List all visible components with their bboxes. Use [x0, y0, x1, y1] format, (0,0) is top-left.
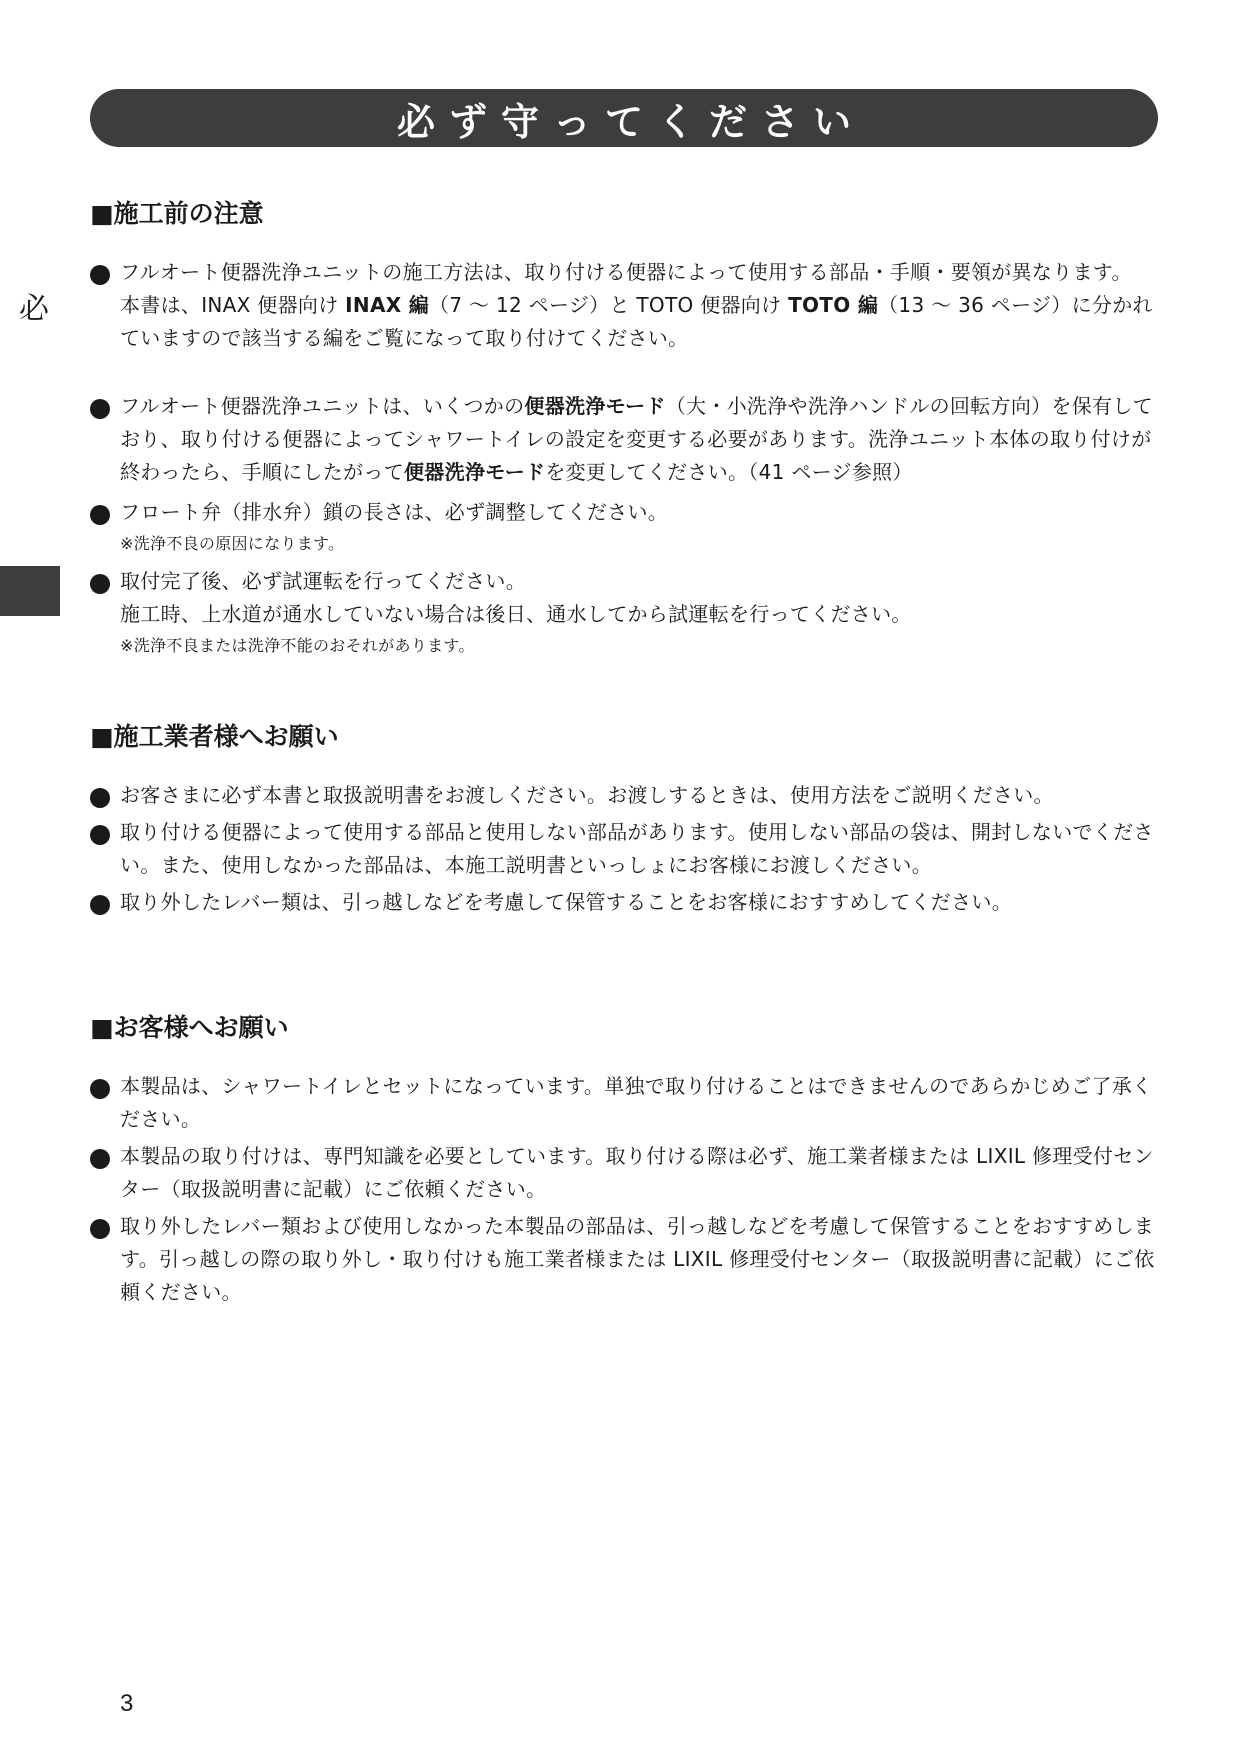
item-text: （7 ～ 12 ページ）と TOTO 便器向け	[429, 293, 789, 317]
section-customers	[90, 1011, 1160, 1304]
item-note: ※洗浄不良または洗浄不能のおそれがあります。	[120, 636, 475, 655]
item-text: 本書は、INAX 便器向け	[120, 293, 346, 317]
bullet-icon	[90, 399, 110, 419]
item-text: フルオート便器洗浄ユニットは、いくつかの	[120, 394, 525, 418]
page-number: 3	[120, 1690, 134, 1717]
section-heading: ■施工前の注意	[90, 199, 264, 228]
bullet-icon	[90, 1149, 110, 1169]
section-pre-construction	[90, 197, 1160, 655]
item-text: 取り外したレバー類は、引っ越しなどを考慮して保管することをお客様におすすめしてください。	[120, 890, 1012, 914]
section-installers	[90, 720, 1160, 914]
item-text: 本製品の取り付けは、専門知識を必要としています。取り付ける際は必ず、施工業者様または LIXIL 修理受付センター（取扱説明書に記載）にご依頼ください。	[120, 1144, 1154, 1201]
item-text: 取付完了後、必ず試運転を行ってください。	[120, 569, 526, 593]
bullet-icon	[90, 788, 110, 808]
bullet-icon	[90, 1079, 110, 1099]
item-text: 施工時、上水道が通水していない場合は後日、通水してから試運転を行ってください。	[120, 602, 912, 626]
bullet-icon	[90, 574, 110, 594]
side-tab-label: 必	[13, 292, 48, 325]
item-text: フロート弁（排水弁）鎖の長さは、必ず調整してください。	[120, 500, 669, 524]
side-tab-marker	[0, 566, 60, 616]
item-text-bold: 便器洗浄モード	[404, 460, 546, 484]
item-text-bold: 便器洗浄モード	[524, 394, 666, 418]
bullet-icon	[90, 265, 110, 285]
item-note: ※洗浄不良の原因になります。	[120, 534, 345, 553]
item-text: を変更してください。（41 ページ参照）	[545, 460, 913, 484]
page-title: 必ず守ってください	[396, 99, 865, 144]
item-text: （13 ～ 36 ページ）に分かれていますので該当する編をご覧になって取り付けてください。	[120, 293, 1153, 350]
section-heading: ■施工業者様へお願い	[90, 722, 339, 751]
bullet-icon	[90, 895, 110, 915]
item-text: お客さまに必ず本書と取扱説明書をお渡しください。お渡しするときは、使用方法をご説明ください。	[120, 783, 1054, 807]
bullet-icon	[90, 825, 110, 845]
page-banner	[90, 89, 1158, 147]
item-text-bold: TOTO 編	[788, 293, 879, 317]
item-text-bold: INAX 編	[345, 293, 430, 317]
section-heading: ■お客様へお願い	[90, 1013, 289, 1042]
item-text: フルオート便器洗浄ユニットの施工方法は、取り付ける便器によって使用する部品・手順・要領が異なります。	[120, 260, 1132, 284]
bullet-icon	[90, 1219, 110, 1239]
item-text: 取り付ける便器によって使用する部品と使用しない部品があります。使用しない部品の袋は、開封しないでください。また、使用しなかった部品は、本施工説明書といっしょにお客様にお渡しください。	[120, 820, 1154, 877]
item-text: 取り外したレバー類および使用しなかった本製品の部品は、引っ越しなどを考慮して保管することをおすすめします。引っ越しの際の取り外し・取り付けも施工業者様または LIXIL 修理受付センター（取扱説明書に記載）にご依頼ください。	[120, 1214, 1155, 1304]
bullet-icon	[90, 505, 110, 525]
item-text: （大・小洗浄や洗浄ハンドルの回転方向）を保有しており、取り付ける便器によってシャワートイレの設定を変更する必要があります。洗浄ユニット本体の取り付けが終わったら、手順にしたがって	[120, 394, 1153, 484]
item-text: 本製品は、シャワートイレとセットになっています。単独で取り付けることはできませんのであらかじめご了承ください。	[120, 1074, 1153, 1131]
